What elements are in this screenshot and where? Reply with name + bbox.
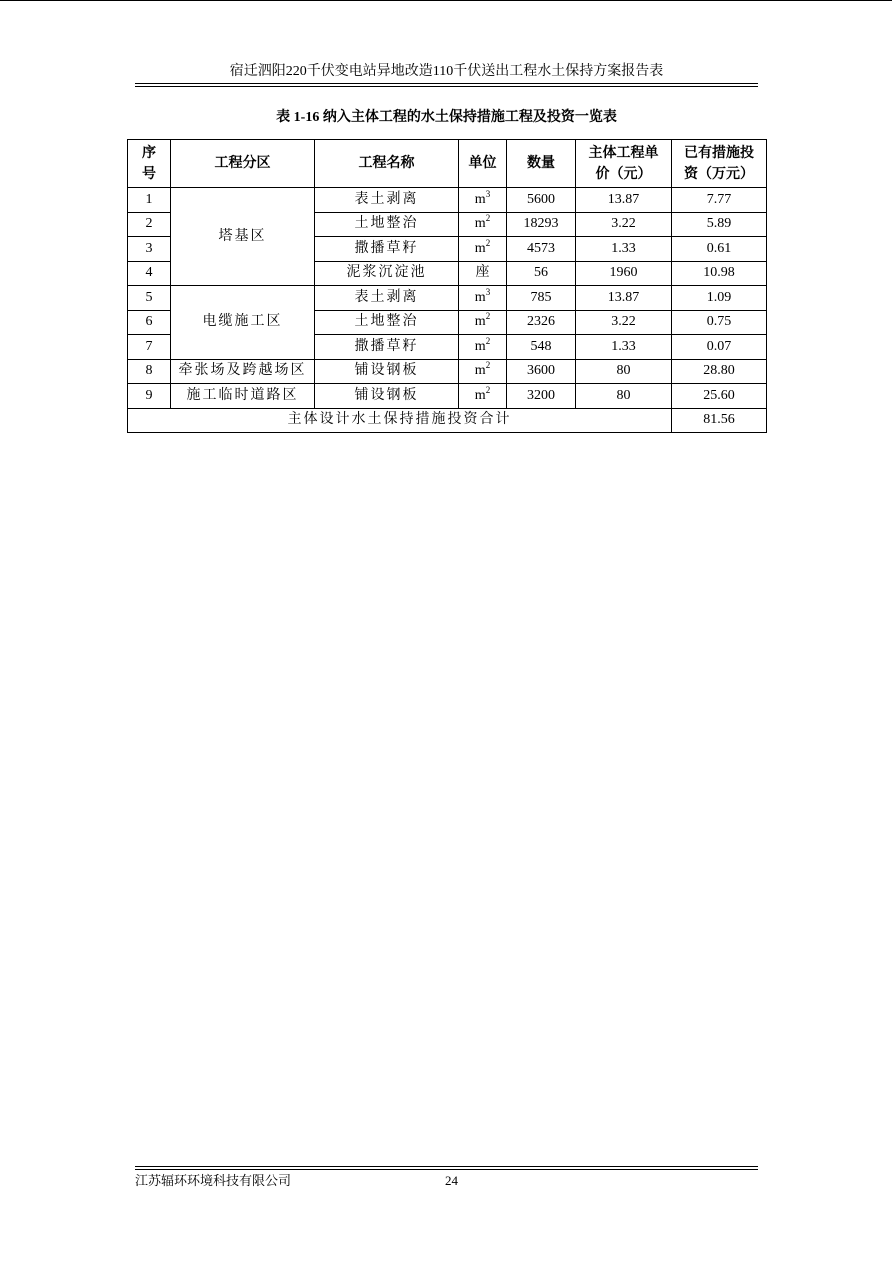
cell-qty: 5600 <box>507 188 576 213</box>
header-invest: 已有措施投 资（万元） <box>672 140 767 188</box>
cell-invest: 0.07 <box>672 335 767 360</box>
cell-seq: 8 <box>128 359 171 384</box>
header-price: 主体工程单 价（元） <box>576 140 672 188</box>
cell-name: 土地整治 <box>315 310 459 335</box>
cell-qty: 2326 <box>507 310 576 335</box>
cell-invest: 5.89 <box>672 212 767 237</box>
cell-seq: 1 <box>128 188 171 213</box>
cell-invest: 7.77 <box>672 188 767 213</box>
cell-price: 80 <box>576 359 672 384</box>
cell-price: 3.22 <box>576 310 672 335</box>
cell-zone-pull: 牵张场及跨越场区 <box>171 359 315 384</box>
total-label: 主体设计水土保持措施投资合计 <box>128 408 672 433</box>
footer-rule-thin <box>135 1169 758 1170</box>
cell-price: 3.22 <box>576 212 672 237</box>
table-row <box>128 188 767 213</box>
cell-price: 13.87 <box>576 286 672 311</box>
cell-price: 1960 <box>576 261 672 286</box>
page-header-title: 宿迁泗阳220千伏变电站异地改造110千伏送出工程水土保持方案报告表 <box>229 64 664 79</box>
cell-name: 撒播草籽 <box>315 335 459 360</box>
table-row <box>128 384 767 409</box>
cell-qty: 3600 <box>507 359 576 384</box>
header-qty: 数量 <box>507 140 576 188</box>
cell-seq: 6 <box>128 310 171 335</box>
cell-name: 泥浆沉淀池 <box>315 261 459 286</box>
cell-zone-tower: 塔基区 <box>171 188 315 286</box>
cell-price: 13.87 <box>576 188 672 213</box>
cell-unit: $m^2$ <box>459 212 507 237</box>
header-name: 工程名称 <box>315 140 459 188</box>
cell-seq: 4 <box>128 261 171 286</box>
header-zone: 工程分区 <box>171 140 315 188</box>
footer-rule <box>135 1166 758 1167</box>
cell-unit: 座 <box>459 261 507 286</box>
cell-qty: 3200 <box>507 384 576 409</box>
cell-name: 表土剥离 <box>315 286 459 311</box>
header-seq: 序 号 <box>128 140 171 188</box>
table-row <box>128 286 767 311</box>
cell-seq: 5 <box>128 286 171 311</box>
cell-price: 1.33 <box>576 335 672 360</box>
header-rule-thin <box>135 86 758 87</box>
top-border-line <box>0 0 892 1</box>
cell-invest: 0.61 <box>672 237 767 262</box>
cell-qty: 548 <box>507 335 576 360</box>
cell-name: 撒播草籽 <box>315 237 459 262</box>
cell-seq: 2 <box>128 212 171 237</box>
cell-unit: $m^2$ <box>459 237 507 262</box>
header-unit: 单位 <box>459 140 507 188</box>
table-total-row <box>128 408 767 433</box>
cell-unit: $m^2$ <box>459 335 507 360</box>
cell-invest: 28.80 <box>672 359 767 384</box>
cell-invest: 10.98 <box>672 261 767 286</box>
cell-name: 铺设钢板 <box>315 384 459 409</box>
cell-name: 铺设钢板 <box>315 359 459 384</box>
cell-zone-road: 施工临时道路区 <box>171 384 315 409</box>
cell-unit: $m^3$ <box>459 286 507 311</box>
cell-price: 80 <box>576 384 672 409</box>
cell-qty: 4573 <box>507 237 576 262</box>
cell-unit: $m^2$ <box>459 310 507 335</box>
cell-seq: 3 <box>128 237 171 262</box>
table-title: 表 1-16 纳入主体工程的水土保持措施工程及投资一览表 <box>276 110 617 125</box>
cell-price: 1.33 <box>576 237 672 262</box>
cell-qty: 18293 <box>507 212 576 237</box>
cell-invest: 0.75 <box>672 310 767 335</box>
table-header-row <box>128 140 767 188</box>
cell-name: 土地整治 <box>315 212 459 237</box>
cell-seq: 9 <box>128 384 171 409</box>
footer-company: 江苏辐环环境科技有限公司 <box>135 1173 292 1188</box>
cell-unit: $m^2$ <box>459 384 507 409</box>
cell-seq: 7 <box>128 335 171 360</box>
cell-invest: 1.09 <box>672 286 767 311</box>
cell-unit: $m^2$ <box>459 359 507 384</box>
cell-zone-cable: 电缆施工区 <box>171 286 315 360</box>
investment-table <box>127 139 767 433</box>
cell-unit: $m^3$ <box>459 188 507 213</box>
cell-name: 表土剥离 <box>315 188 459 213</box>
header-rule <box>135 83 758 84</box>
cell-invest: 25.60 <box>672 384 767 409</box>
cell-qty: 56 <box>507 261 576 286</box>
cell-qty: 785 <box>507 286 576 311</box>
table-row <box>128 359 767 384</box>
page-number: 24 <box>445 1173 458 1188</box>
total-value: 81.56 <box>672 408 767 433</box>
